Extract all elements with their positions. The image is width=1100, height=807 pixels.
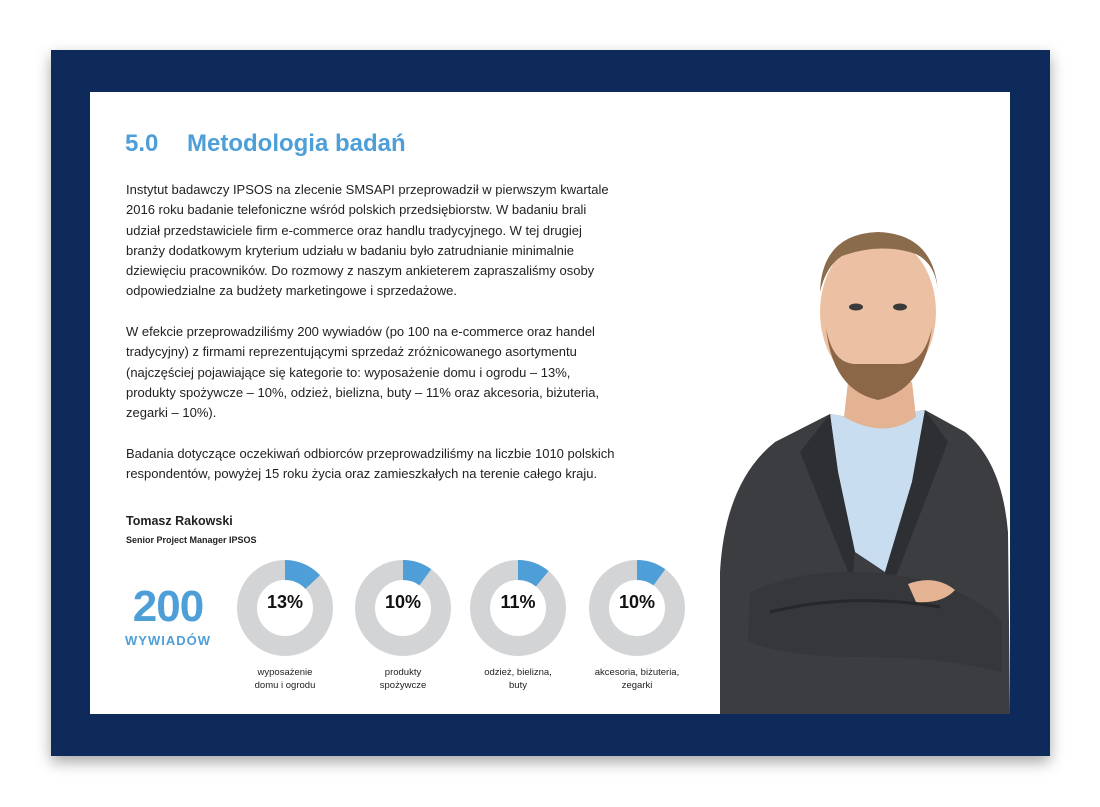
donut-chart <box>353 558 453 658</box>
section-heading <box>125 130 406 158</box>
donut-chart <box>235 558 335 658</box>
caption-line: wyposażenie <box>257 667 313 678</box>
donut-value: 10% <box>618 592 656 612</box>
donut-value: 13% <box>266 592 304 612</box>
paragraph: W efekcie przeprowadziliśmy 200 wywiadów (po 100 na e-commerce oraz handel tradycyjny) z firmami reprezentującymi sprzedaż zróżnicowanego asortymentu (najczęściej pojawiające się kategorie to: wyposażenie domu i ogrodu – 13%, produkty spożywcze – 10%, odzież, bielizna, buty – 11% oraz akcesoria, biżuteria, zegarki – 10%). <box>126 324 600 421</box>
donut-chart <box>468 558 568 658</box>
author-name: Tomasz Rakowski <box>126 514 233 528</box>
body-text <box>126 180 621 505</box>
donut-caption <box>582 666 692 692</box>
paragraph: Badania dotyczące oczekiwań odbiorców przeprowadziliśmy na liczbie 1010 polskich respondentów, powyżej 15 roku życia oraz zamieszkałych na terenie całego kraju. <box>126 445 615 482</box>
caption-line: buty <box>509 680 527 691</box>
caption-line: spożywcze <box>379 680 427 691</box>
paragraph: Instytut badawczy IPSOS na zlecenie SMSAPI przeprowadził w pierwszym kwartale 2016 roku badanie telefoniczne wśród polskich przedsiębiorstw. W badaniu brali udział przedstawiciele firm e-commerce oraz handlu tradycyjnego. W tej drugiej branży dodatkowym kryterium udziału w badaniu było zatrudnianie minimalnie dziewięciu pracowników. Do rozmowy z naszym ankieterem zapraszaliśmy osoby odpowiedzialne za budżety marketingowe i sprzedażowe. <box>126 182 609 299</box>
author-role: Senior Project Manager IPSOS <box>126 535 257 545</box>
interviews-number: 200 <box>132 582 204 631</box>
caption-line: akcesoria, biżuteria, <box>594 667 680 678</box>
section-number: 5.0 <box>125 130 159 157</box>
caption-line: odzież, bielizna, <box>484 667 552 678</box>
caption-line: produkty <box>384 667 422 678</box>
document-page <box>90 92 1010 714</box>
donut-caption <box>230 666 340 692</box>
person-portrait-icon <box>680 152 1010 714</box>
donut-value: 11% <box>500 592 536 612</box>
donut-chart <box>587 558 687 658</box>
section-title: Metodologia badań <box>187 130 406 157</box>
caption-line: zegarki <box>621 680 653 691</box>
donut-caption <box>348 666 458 692</box>
interviews-label: WYWIADÓW <box>125 633 211 648</box>
donut-value: 10% <box>384 592 422 612</box>
caption-line: domu i ogrodu <box>254 680 316 691</box>
donut-caption <box>463 666 573 692</box>
